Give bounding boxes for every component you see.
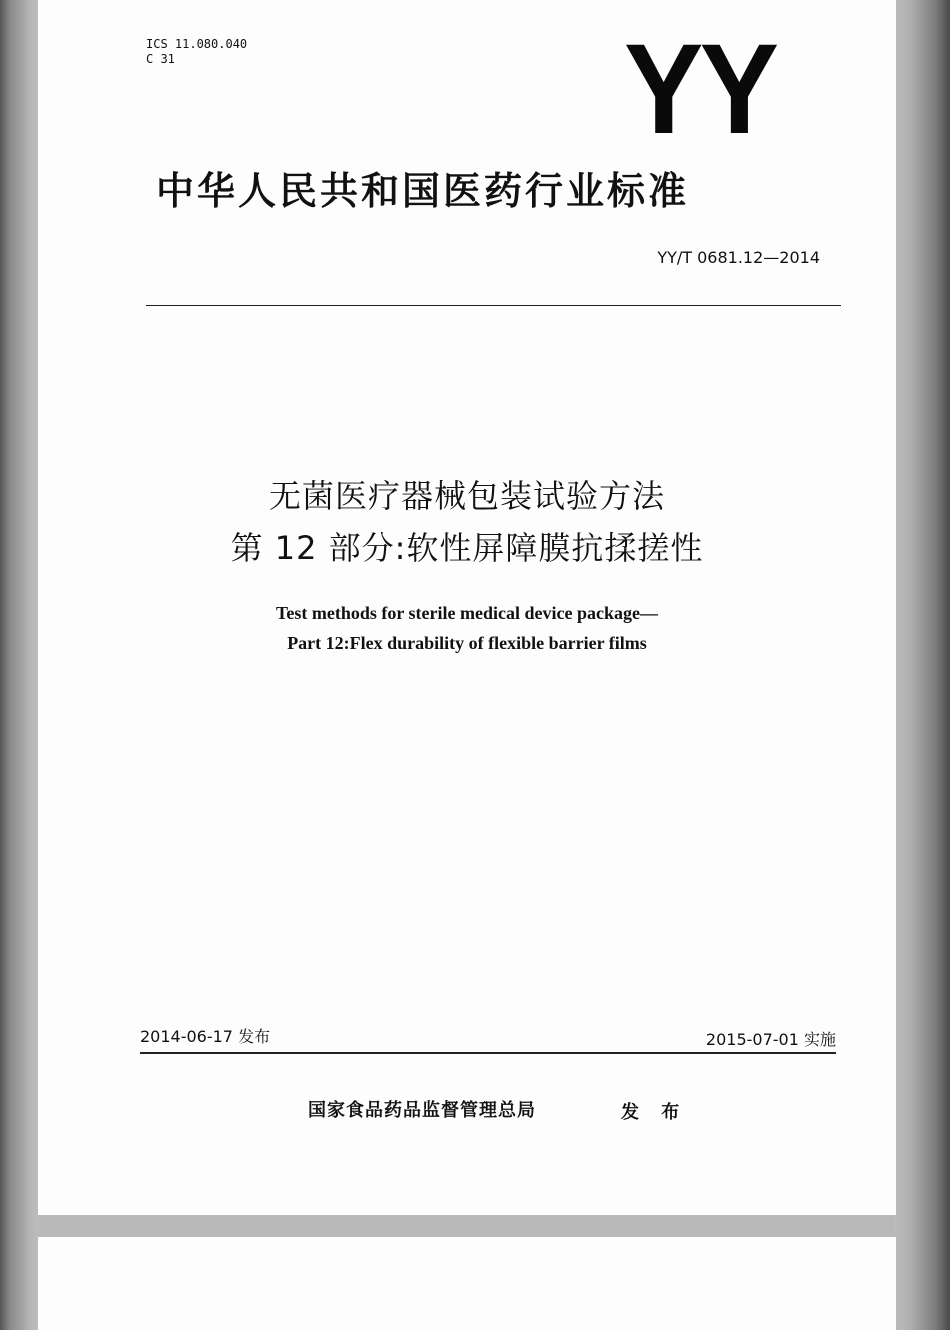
standard-number: YY/T 0681.12—2014 bbox=[657, 248, 820, 267]
header-divider bbox=[146, 305, 841, 306]
chinese-title-line-1: 无菌医疗器械包装试验方法 bbox=[268, 477, 665, 515]
issue-label: 发 布 bbox=[621, 1102, 688, 1123]
standard-category-title: 中华人民共和国医药行业标准 bbox=[156, 169, 690, 213]
issuing-authority: 国家食品药品监督管理总局 bbox=[308, 1100, 536, 1121]
footer-divider bbox=[140, 1052, 836, 1054]
classification-codes bbox=[146, 37, 247, 67]
issue-date: 2014-06-17 发布 bbox=[140, 1027, 271, 1046]
english-title-line-1: Test methods for sterile medical device package— bbox=[276, 603, 658, 623]
scan-edge-left bbox=[0, 0, 38, 1330]
ics-code: ICS 11.080.040 bbox=[146, 37, 248, 51]
implementation-date: 2015-07-01 实施 bbox=[705, 1030, 836, 1049]
next-page-preview bbox=[38, 1237, 896, 1330]
english-title bbox=[38, 598, 896, 658]
scan-edge-right bbox=[894, 0, 950, 1330]
document-page bbox=[38, 0, 896, 1215]
yy-logo: YY bbox=[624, 18, 776, 161]
chinese-title-line-2: 第 12 部分:软性屏障膜抗揉搓性 bbox=[230, 529, 704, 567]
ccs-code: C 31 bbox=[146, 52, 175, 66]
english-title-line-2: Part 12:Flex durability of flexible barrier films bbox=[287, 633, 647, 653]
chinese-title bbox=[38, 470, 896, 574]
